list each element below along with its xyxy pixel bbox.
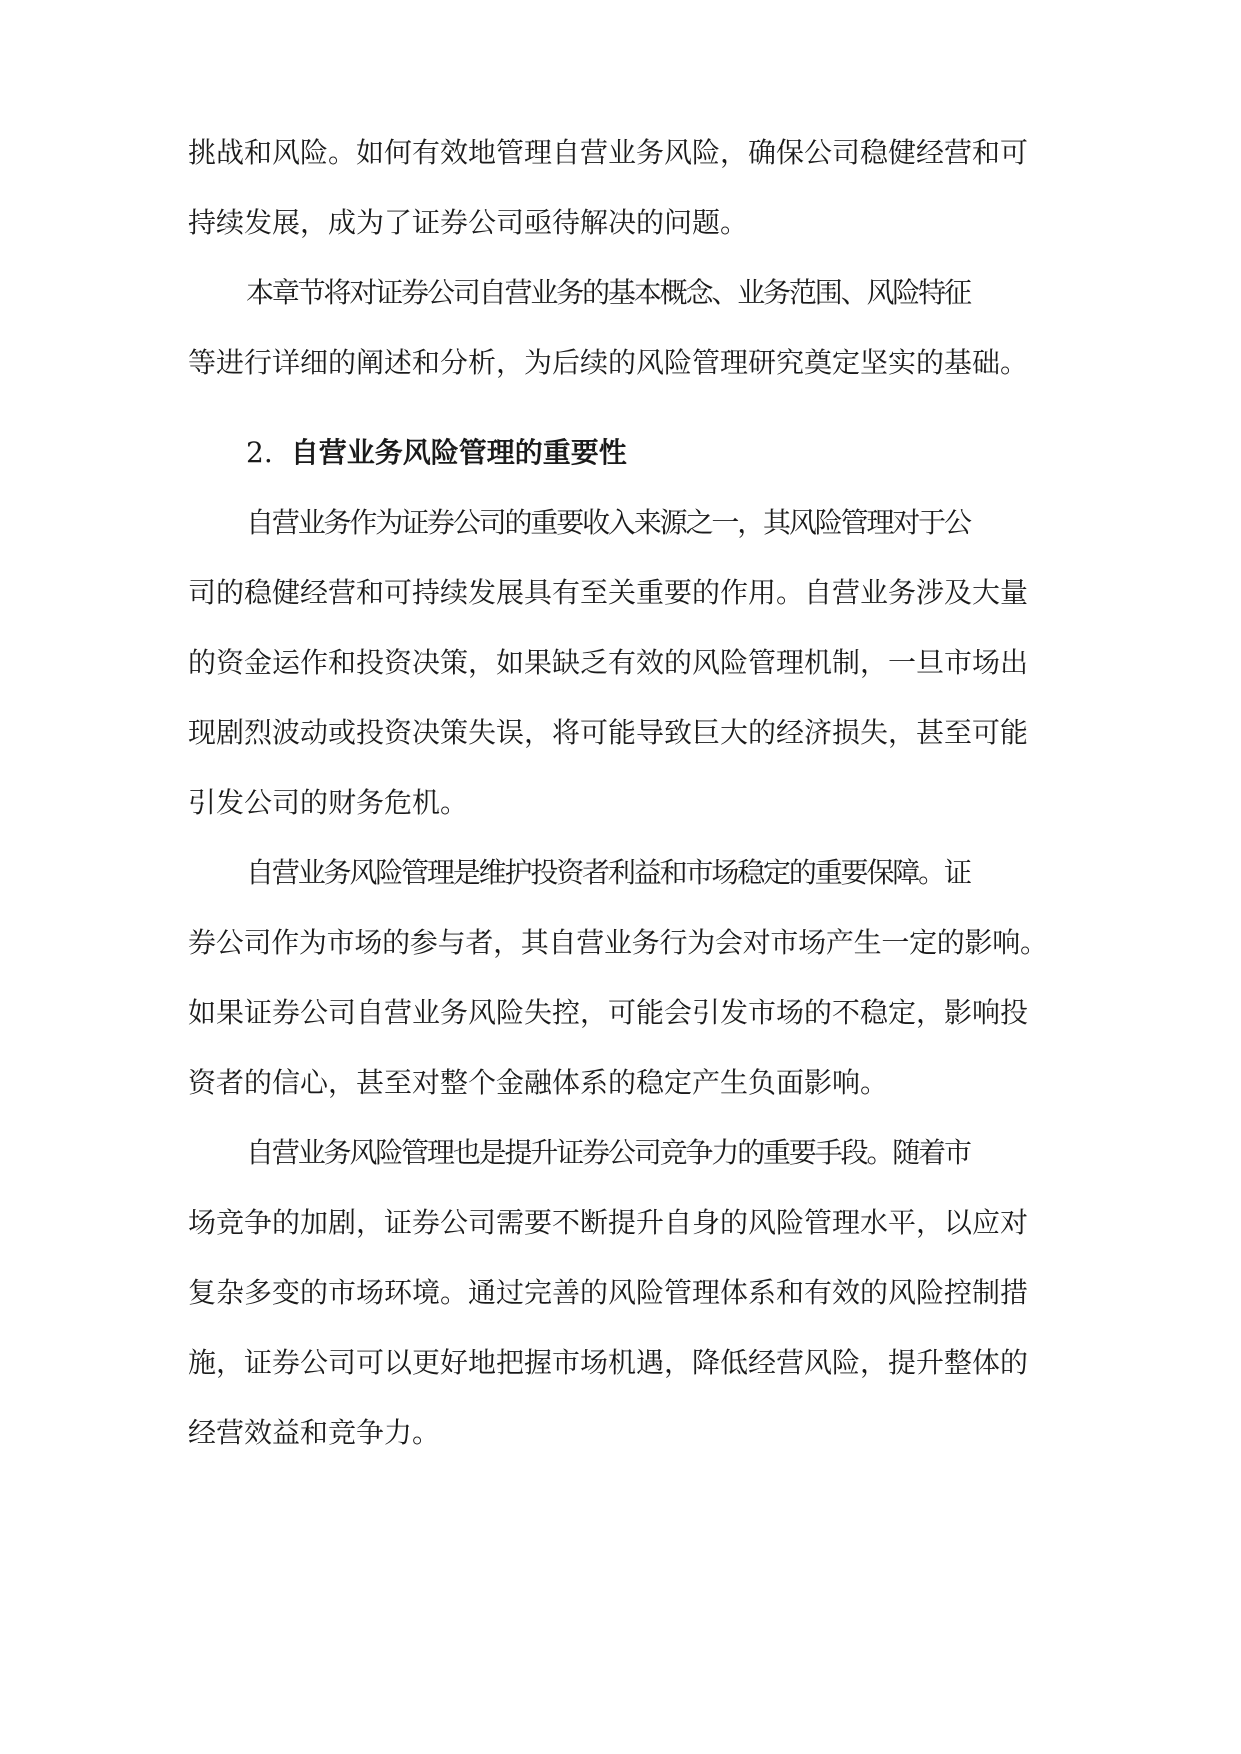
paragraph-line: 施，证券公司可以更好地把握市场机遇，降低经营风险，提升整体的: [188, 1346, 1029, 1379]
paragraph-line: 复杂多变的市场环境。通过完善的风险管理体系和有效的风险控制措: [188, 1276, 1029, 1309]
paragraph-line: 自营业务作为证券公司的重要收入来源之一，其风险管理对于公: [246, 506, 970, 539]
paragraph-line: 经营效益和竞争力。: [188, 1416, 441, 1449]
paragraph-line: 的资金运作和投资决策，如果缺乏有效的风险管理机制，一旦市场出: [188, 646, 1029, 679]
paragraph-line: 本章节将对证券公司自营业务的基本概念、业务范围、风险特征: [246, 276, 970, 309]
paragraph-line: 如果证券公司自营业务风险失控，可能会引发市场的不稳定，影响投: [188, 996, 1029, 1029]
section-title: 自营业务风险管理的重要性: [290, 436, 627, 469]
paragraph-line: 等进行详细的阐述和分析，为后续的风险管理研究奠定坚实的基础。: [188, 346, 1029, 379]
paragraph-line: 场竞争的加剧，证券公司需要不断提升自身的风险管理水平，以应对: [188, 1206, 1029, 1239]
paragraph-line: 挑战和风险。如何有效地管理自营业务风险，确保公司稳健经营和可: [188, 136, 1029, 169]
paragraph-line: 现剧烈波动或投资决策失误，将可能导致巨大的经济损失，甚至可能: [188, 716, 1029, 749]
section-number: 2.: [246, 436, 273, 469]
paragraph-line: 引发公司的财务危机。: [188, 786, 469, 819]
paragraph-line: 自营业务风险管理是维护投资者利益和市场稳定的重要保障。证: [246, 856, 970, 889]
paragraph-line: 自营业务风险管理也是提升证券公司竞争力的重要手段。随着市: [246, 1136, 970, 1169]
paragraph-line: 持续发展，成为了证券公司亟待解决的问题。: [188, 206, 749, 239]
section-heading: [246, 433, 627, 473]
paragraph-line: 司的稳健经营和可持续发展具有至关重要的作用。自营业务涉及大量: [188, 576, 1029, 609]
paragraph-line: 资者的信心，甚至对整个金融体系的稳定产生负面影响。: [188, 1066, 889, 1099]
paragraph-line: 券公司作为市场的参与者，其自营业务行为会对市场产生一定的影响。: [188, 926, 1048, 959]
